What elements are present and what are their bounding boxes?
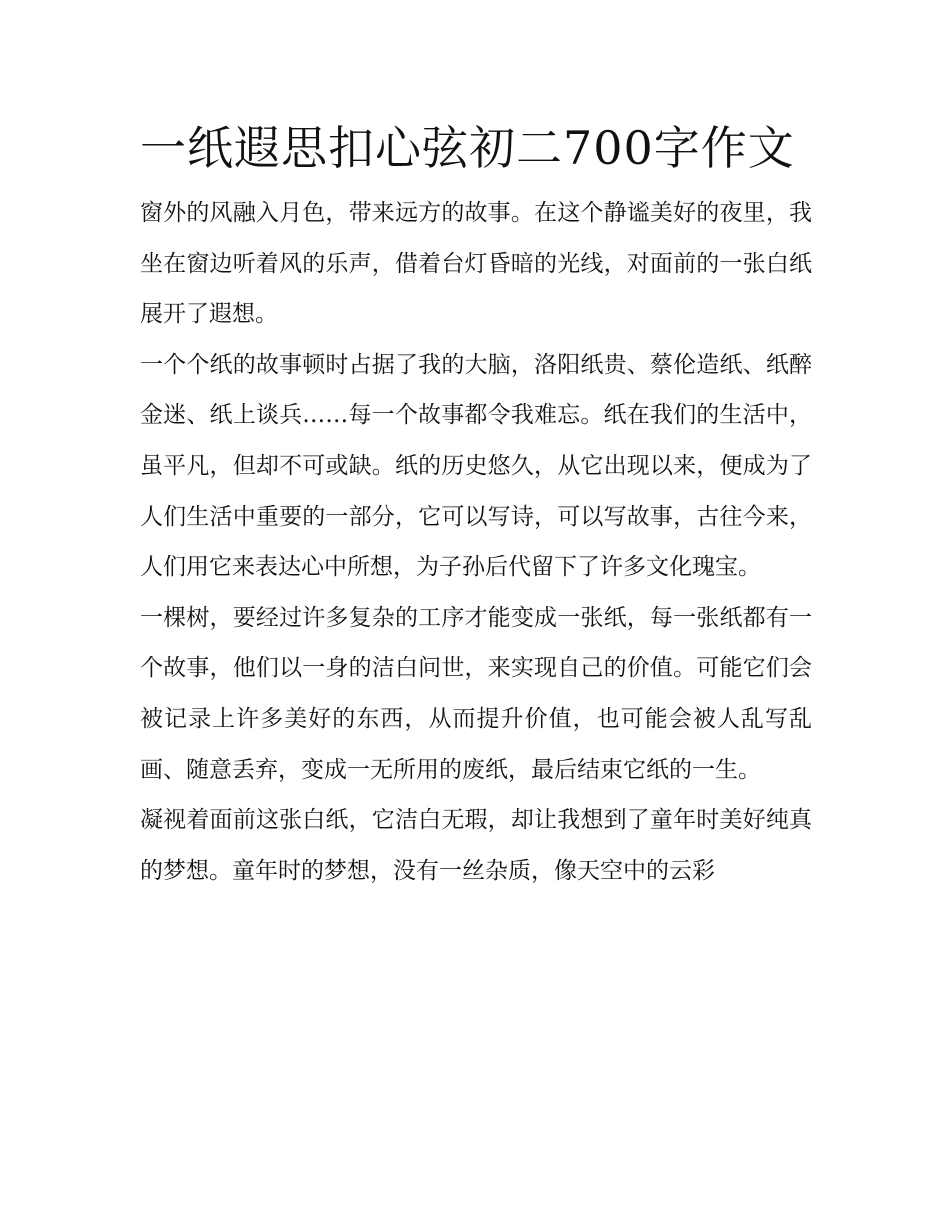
document-body — [140, 188, 812, 896]
paragraph: 一个个纸的故事顿时占据了我的大脑，洛阳纸贵、蔡伦造纸、纸醉金迷、纸上谈兵……每一个故事都令我难忘。纸在我们的生活中，虽平凡，但却不可或缺。纸的历史悠久，从它出现以来，便成为了人们生活中重要的一部分，它可以写诗，可以写故事，古往今来，人们用它来表达心中所想，为子孙后代留下了许多文化瑰宝。 — [140, 351, 812, 581]
paragraph: 窗外的风融入月色，带来远方的故事。在这个静谧美好的夜里，我坐在窗边听着风的乐声，借着台灯昏暗的光线，对面前的一张白纸展开了遐想。 — [140, 200, 812, 328]
document-title: 一纸遐思扣心弦初二700字作文 — [140, 121, 795, 175]
document-page — [140, 108, 812, 896]
paragraph: 凝视着面前这张白纸，它洁白无瑕，却让我想到了童年时美好纯真的梦想。童年时的梦想，没有一丝杂质，像天空中的云彩 — [140, 807, 812, 884]
paragraph: 一棵树，要经过许多复杂的工序才能变成一张纸，每一张纸都有一个故事，他们以一身的洁白问世，来实现自己的价值。可能它们会被记录上许多美好的东西，从而提升价值，也可能会被人乱写乱画、随意丢弃，变成一无所用的废纸，最后结束它纸的一生。 — [140, 604, 812, 783]
